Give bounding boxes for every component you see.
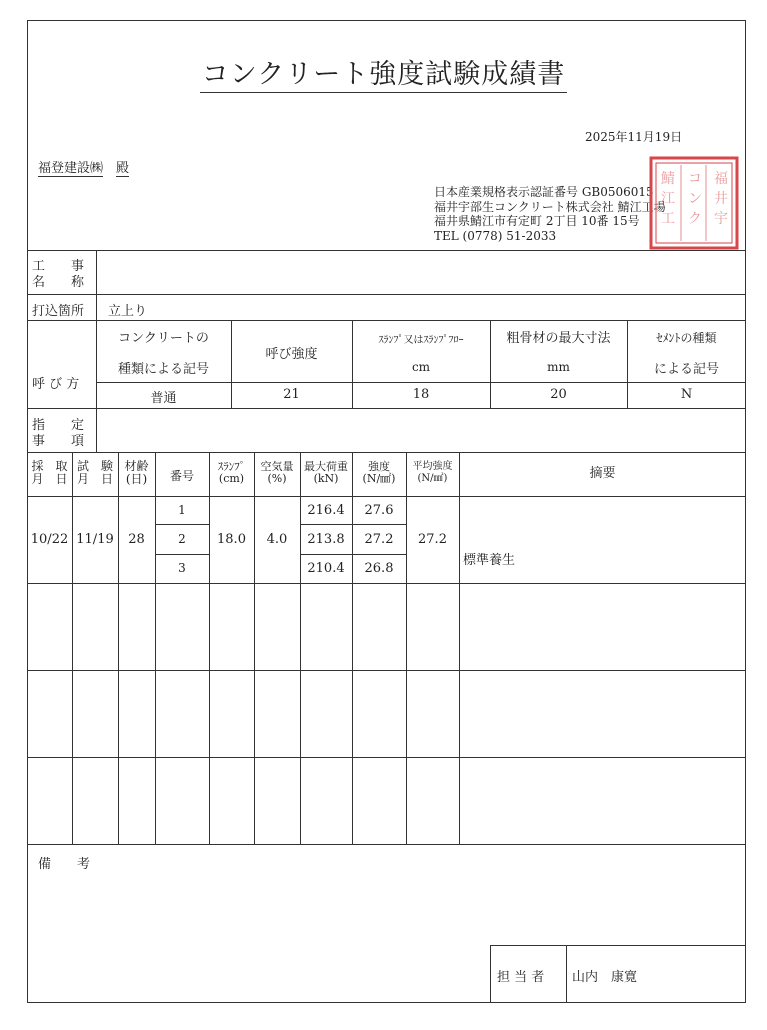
svg-text:ク: ク <box>688 211 702 227</box>
rule <box>27 408 746 409</box>
uchikomi-label: 打込箇所 <box>32 304 85 319</box>
svg-text:ン: ン <box>688 191 702 207</box>
issuer-block <box>434 185 666 243</box>
rule <box>72 452 73 844</box>
test-row-1-load: 216.4 <box>307 503 345 518</box>
svg-text:江: 江 <box>661 191 675 207</box>
report-date: 2025年11月19日 <box>585 130 683 144</box>
issuer-tel: TEL (0778) 51-2033 <box>434 228 557 243</box>
rule <box>459 452 460 844</box>
rule <box>27 496 746 497</box>
issuer-company: 福井宇部生コンクリート株式会社 鯖江工場 <box>434 199 666 214</box>
shitei-label-bottom: 事 項 <box>32 434 85 449</box>
spec-h2: 呼び強度 <box>265 347 318 362</box>
svg-text:コ: コ <box>688 171 702 187</box>
rule <box>27 670 746 671</box>
issuer-address: 福井県鯖江市有定町 2丁目 10番 15号 <box>434 214 640 228</box>
client-suffix: 殿 <box>116 161 130 176</box>
spec-h4-top: 粗骨材の最大寸法 <box>506 331 611 346</box>
th-heikin: 平均強度 (N/㎟) <box>412 461 453 484</box>
svg-text:宇: 宇 <box>714 211 728 227</box>
spec-h3-top: ｽﾗﾝﾌﾟ又はｽﾗﾝﾌﾟﾌﾛｰ <box>378 335 464 346</box>
issuer-cert: 日本産業規格表示認証番号 GB0506015 <box>434 185 654 199</box>
test-shiken: 11/19 <box>76 532 114 547</box>
th-kyodo: 強度 (N/㎟) <box>362 460 396 485</box>
shitei-label-top: 指 定 <box>32 418 85 433</box>
test-slump: 18.0 <box>217 532 246 547</box>
th-tekiyo: 摘要 <box>589 466 616 481</box>
koji-label-top: 工 事 <box>32 259 85 274</box>
koji-label-bottom: 名 称 <box>32 275 85 290</box>
rule <box>27 844 746 845</box>
th-kuki: 空気量 (%) <box>260 460 294 485</box>
rule <box>96 294 97 320</box>
rule <box>300 524 406 525</box>
test-row-1-strength: 27.6 <box>364 503 394 518</box>
spec-h5-top: ｾﾒﾝﾄの種類 <box>656 331 717 345</box>
rule <box>27 757 746 758</box>
test-row-1-no: 1 <box>178 503 186 517</box>
rule <box>27 250 746 251</box>
bikou-label: 備 考 <box>38 857 91 872</box>
spec-h5-bottom: による記号 <box>653 362 719 377</box>
rule <box>118 452 119 844</box>
svg-text:福: 福 <box>714 171 728 187</box>
tanto-name: 山内 康寛 <box>572 970 638 985</box>
th-slump: ｽﾗﾝﾌﾟ (cm) <box>217 460 246 485</box>
test-row-2-strength: 27.2 <box>364 532 394 547</box>
svg-text:工: 工 <box>661 211 675 227</box>
th-shiken: 試 験 月 日 <box>76 459 113 486</box>
rule <box>406 452 407 844</box>
test-row-2-load: 213.8 <box>307 532 345 547</box>
th-saishu: 採 取 月 日 <box>31 459 68 486</box>
report-title: コンクリート強度試験成績書 <box>0 52 767 91</box>
rule <box>300 554 406 555</box>
rule <box>209 452 210 844</box>
test-tekiyo: 標準養生 <box>463 553 516 568</box>
rule <box>155 524 209 525</box>
th-zairei: 材齢 (日) <box>124 459 149 486</box>
spec-h1-top: コンクリートの <box>118 331 209 346</box>
th-kaju: 最大荷重 (kN) <box>304 460 348 485</box>
spec-v5: N <box>680 387 693 402</box>
test-heikin: 27.2 <box>418 532 447 547</box>
spec-v1: 普通 <box>150 391 177 406</box>
spec-h3-bottom: cm <box>411 360 431 374</box>
spec-v2: 21 <box>283 387 300 402</box>
test-row-3-strength: 26.8 <box>364 561 394 576</box>
rule <box>155 554 209 555</box>
uchikomi-value: 立上り <box>108 304 148 319</box>
test-row-3-no: 3 <box>178 561 186 575</box>
rule <box>96 382 746 383</box>
spec-v4: 20 <box>550 387 567 402</box>
rule <box>96 408 97 452</box>
client <box>38 157 129 176</box>
test-row-3-load: 210.4 <box>307 561 345 576</box>
rule <box>490 945 491 1003</box>
spec-h1-bottom: 種類による記号 <box>117 362 209 377</box>
test-zairei: 28 <box>128 532 145 547</box>
rule <box>490 945 746 946</box>
test-saishu: 10/22 <box>30 532 69 547</box>
test-row-2-no: 2 <box>178 532 186 546</box>
rule <box>27 583 746 584</box>
spec-v3: 18 <box>412 387 430 402</box>
rule <box>96 250 97 294</box>
client-name: 福登建設㈱ <box>38 161 104 176</box>
rule <box>27 452 746 453</box>
rule <box>27 320 746 321</box>
th-bango: 番号 <box>169 469 194 483</box>
tanto-label: 担 当 者 <box>497 970 545 985</box>
yobi-label: 呼 び 方 <box>32 377 80 392</box>
spec-h4-bottom: mm <box>547 360 570 374</box>
rule <box>254 452 255 844</box>
company-seal <box>648 155 740 251</box>
test-kuki: 4.0 <box>266 532 288 547</box>
svg-text:井: 井 <box>714 191 728 207</box>
svg-text:鯖: 鯖 <box>661 171 675 187</box>
rule <box>27 294 746 295</box>
rule <box>566 945 567 1003</box>
